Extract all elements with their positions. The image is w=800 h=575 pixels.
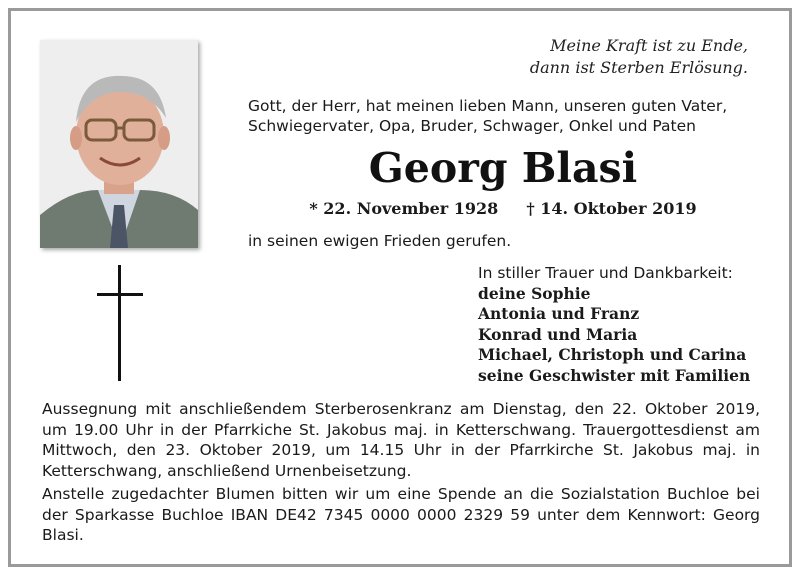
mourner-name: Michael, Christoph und Carina <box>478 345 747 364</box>
portrait-illustration <box>40 40 198 248</box>
portrait-photo <box>40 40 198 248</box>
birth-date: * 22. November 1928 <box>309 199 499 218</box>
intro-text <box>248 96 748 136</box>
motto-quote <box>530 35 748 79</box>
intro-line-1: Gott, der Herr, hat meinen lieben Mann, unseren guten Vater, <box>248 97 728 115</box>
mourner-name: seine Geschwister mit Familien <box>478 365 751 385</box>
motto-line-2: dann ist Sterben Erlösung. <box>529 58 748 77</box>
donation-info: Anstelle zugedachter Blumen bitten wir um eine Spende an die Sozialstation Buchloe bei der Sparkasse Buchloe IBAN DE42 7345 0000 0000 2329 59 unter dem Kennwort: Georg Blasi. <box>42 485 760 544</box>
mourner-name: Antonia und Franz <box>478 304 640 323</box>
cross-icon <box>97 265 143 381</box>
deceased-name: Georg Blasi <box>368 144 638 192</box>
mourner-name: deine Sophie <box>478 283 591 303</box>
mourners-list <box>478 263 750 386</box>
mourners-heading: In stiller Trauer und Dankbarkeit: <box>478 264 733 282</box>
intro-line-2: Schwiegervater, Opa, Bruder, Schwager, Onkel und Paten <box>248 117 696 135</box>
motto-line-1: Meine Kraft ist zu Ende, <box>550 36 748 55</box>
death-date: † 14. Oktober 2019 <box>526 199 697 218</box>
peace-line: in seinen ewigen Frieden gerufen. <box>248 232 512 250</box>
mourner-name: Konrad und Maria <box>478 324 638 344</box>
life-dates <box>248 198 758 220</box>
service-info: Aussegnung mit anschließendem Sterberosenkranz am Dienstag, den 22. Oktober 2019, um 19.00 Uhr in der Pfarrkiche St. Jakobus maj. in Ketterschwang. Trauergottesdienst am Mittwoch, den 23. Oktober 2019, um 14.15 Uhr in der Pfarrkirche St. Jakobus maj. in Ketterschwang, anschließend Urnenbeisetzung. <box>42 400 760 480</box>
